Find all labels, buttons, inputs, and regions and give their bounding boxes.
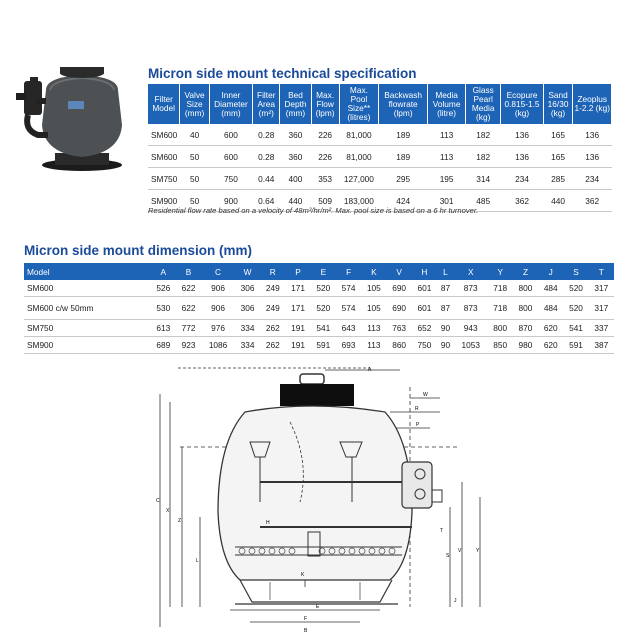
table-cell: 317: [589, 280, 614, 297]
table-cell: 424: [379, 190, 428, 212]
table-cell: 113: [428, 146, 466, 168]
table-cell: 182: [466, 124, 501, 146]
spec-header-cell: Media Volume (litre): [428, 84, 466, 124]
table-cell: 541: [563, 320, 588, 337]
table-cell: 234: [573, 168, 612, 190]
table-cell: 600: [209, 146, 252, 168]
table-cell: 165: [543, 146, 573, 168]
table-cell: 690: [387, 297, 412, 320]
table-cell: SM900: [148, 190, 180, 212]
diagram-label: X: [166, 508, 170, 514]
dim-header-cell: R: [260, 263, 285, 280]
table-cell: 113: [428, 124, 466, 146]
table-cell: 980: [513, 337, 538, 354]
table-cell: 652: [412, 320, 437, 337]
table-cell: 191: [285, 320, 310, 337]
table-cell: 317: [589, 297, 614, 320]
table-cell: 81,000: [339, 146, 378, 168]
table-row: [148, 168, 612, 190]
table-cell: 360: [280, 146, 311, 168]
table-cell: 530: [151, 297, 176, 320]
table-cell: 113: [361, 320, 386, 337]
table-cell: 171: [285, 297, 310, 320]
table-cell: 860: [387, 337, 412, 354]
dim-header-cell: Model: [24, 263, 151, 280]
table-cell: 314: [466, 168, 501, 190]
diagram-label: R: [415, 406, 419, 412]
diagram-label: Z: [178, 518, 182, 524]
table-cell: 136: [573, 124, 612, 146]
table-row: [24, 320, 614, 337]
table-cell: 620: [538, 337, 563, 354]
dim-header-cell: T: [589, 263, 614, 280]
table-cell: 50: [180, 168, 209, 190]
table-row: [148, 124, 612, 146]
table-cell: 718: [488, 280, 513, 297]
table-cell: 750: [209, 168, 252, 190]
table-cell: 295: [379, 168, 428, 190]
table-cell: 87: [437, 297, 454, 320]
table-cell: 360: [280, 124, 311, 146]
table-cell: SM600 c/w 50mm: [24, 297, 151, 320]
table-cell: 301: [428, 190, 466, 212]
table-cell: 526: [151, 280, 176, 297]
table-cell: 870: [513, 320, 538, 337]
table-cell: 943: [454, 320, 488, 337]
dim-header-cell: F: [336, 263, 361, 280]
diagram-label: Y: [476, 548, 480, 554]
diagram-label: F: [304, 616, 308, 622]
table-cell: 136: [501, 124, 543, 146]
dimension-title: Micron side mount dimension (mm): [24, 243, 253, 258]
diagram-label: B: [304, 628, 308, 634]
spec-footnote: Residential flow rate based on a velocity of 48m³/hr/m². Max. pool size is based on a 6 hr turnover.: [148, 206, 479, 215]
table-cell: 0.28: [253, 146, 280, 168]
table-cell: 906: [201, 297, 235, 320]
table-row: [24, 280, 614, 297]
table-cell: 0.44: [253, 168, 280, 190]
dim-header-cell: K: [361, 263, 386, 280]
table-cell: 387: [589, 337, 614, 354]
table-cell: 520: [563, 297, 588, 320]
diagram-label: V: [458, 548, 462, 554]
table-cell: 484: [538, 297, 563, 320]
table-cell: 1053: [454, 337, 488, 354]
table-cell: 87: [437, 280, 454, 297]
dim-header-cell: X: [454, 263, 488, 280]
dim-header-cell: B: [176, 263, 201, 280]
dimension-diagram: [140, 362, 510, 637]
spec-title: Micron side mount technical specification: [148, 66, 417, 81]
table-cell: SM750: [24, 320, 151, 337]
table-cell: 690: [387, 280, 412, 297]
table-cell: 249: [260, 280, 285, 297]
dim-header-cell: P: [285, 263, 310, 280]
table-cell: 306: [235, 297, 260, 320]
table-cell: 906: [201, 280, 235, 297]
table-cell: 800: [488, 320, 513, 337]
table-cell: 485: [466, 190, 501, 212]
table-cell: 113: [361, 337, 386, 354]
table-cell: 591: [311, 337, 336, 354]
table-cell: 772: [176, 320, 201, 337]
table-cell: 873: [454, 280, 488, 297]
dim-header-cell: Y: [488, 263, 513, 280]
table-cell: 0.28: [253, 124, 280, 146]
diagram-label: P: [416, 422, 420, 428]
table-cell: 509: [311, 190, 339, 212]
spec-header-cell: Bed Depth (mm): [280, 84, 311, 124]
table-cell: 195: [428, 168, 466, 190]
spec-header-cell: Sand 16/30 (kg): [543, 84, 573, 124]
table-cell: 285: [543, 168, 573, 190]
table-cell: 923: [176, 337, 201, 354]
table-cell: 976: [201, 320, 235, 337]
table-cell: 900: [209, 190, 252, 212]
table-cell: 591: [563, 337, 588, 354]
table-cell: 622: [176, 280, 201, 297]
table-cell: 189: [379, 146, 428, 168]
table-cell: 800: [513, 297, 538, 320]
table-cell: SM750: [148, 168, 180, 190]
dim-header-cell: W: [235, 263, 260, 280]
diagram-label: A: [368, 367, 372, 373]
spec-header-cell: Filter Area (m²): [253, 84, 280, 124]
dim-header-cell: C: [201, 263, 235, 280]
dim-header-cell: Z: [513, 263, 538, 280]
dim-header-cell: V: [387, 263, 412, 280]
diagram-label: S: [446, 553, 450, 559]
dim-header-cell: E: [311, 263, 336, 280]
dim-header-cell: H: [412, 263, 437, 280]
dim-header-cell: S: [563, 263, 588, 280]
table-cell: 0.64: [253, 190, 280, 212]
table-cell: 337: [589, 320, 614, 337]
table-cell: 440: [280, 190, 311, 212]
spec-header-cell: Max. Pool Size** (litres): [339, 84, 378, 124]
table-cell: 262: [260, 320, 285, 337]
table-cell: 183,000: [339, 190, 378, 212]
table-cell: 750: [412, 337, 437, 354]
dimension-table: [24, 263, 614, 354]
table-cell: 90: [437, 337, 454, 354]
table-cell: 136: [573, 146, 612, 168]
table-row: [24, 337, 614, 354]
table-cell: 850: [488, 337, 513, 354]
table-cell: 191: [285, 337, 310, 354]
table-cell: 763: [387, 320, 412, 337]
spec-header-cell: Zeoplus 1-2.2 (kg): [573, 84, 612, 124]
table-cell: 334: [235, 337, 260, 354]
table-cell: 90: [437, 320, 454, 337]
table-cell: 171: [285, 280, 310, 297]
table-cell: 105: [361, 297, 386, 320]
diagram-label: H: [266, 520, 270, 526]
table-cell: 334: [235, 320, 260, 337]
table-cell: 182: [466, 146, 501, 168]
spec-header-cell: Ecopure 0.815-1.5 (kg): [501, 84, 543, 124]
table-cell: 189: [379, 124, 428, 146]
table-cell: 520: [563, 280, 588, 297]
diagram-label: W: [423, 392, 428, 398]
table-cell: 400: [280, 168, 311, 190]
table-cell: 306: [235, 280, 260, 297]
diagram-label: L: [196, 558, 199, 564]
table-cell: 643: [336, 320, 361, 337]
table-cell: 81,000: [339, 124, 378, 146]
table-cell: 800: [513, 280, 538, 297]
table-cell: 601: [412, 297, 437, 320]
table-cell: 693: [336, 337, 361, 354]
table-row: [24, 297, 614, 320]
table-cell: 541: [311, 320, 336, 337]
table-cell: 105: [361, 280, 386, 297]
spec-table: [148, 84, 612, 212]
table-cell: 484: [538, 280, 563, 297]
filter-product-photo: [10, 55, 140, 175]
table-cell: 353: [311, 168, 339, 190]
table-cell: 127,000: [339, 168, 378, 190]
table-cell: 873: [454, 297, 488, 320]
table-cell: 574: [336, 280, 361, 297]
table-cell: 50: [180, 146, 209, 168]
table-cell: SM600: [148, 124, 180, 146]
spec-header-cell: Inner Diameter (mm): [209, 84, 252, 124]
spec-header-cell: Filter Model: [148, 84, 180, 124]
table-cell: SM900: [24, 337, 151, 354]
table-cell: 165: [543, 124, 573, 146]
table-cell: 520: [311, 297, 336, 320]
table-cell: 249: [260, 297, 285, 320]
table-cell: 234: [501, 168, 543, 190]
table-cell: 601: [412, 280, 437, 297]
spec-header-cell: Valve Size (mm): [180, 84, 209, 124]
table-cell: 622: [176, 297, 201, 320]
table-cell: SM600: [148, 146, 180, 168]
table-cell: 40: [180, 124, 209, 146]
table-cell: 574: [336, 297, 361, 320]
dim-header-cell: L: [437, 263, 454, 280]
table-cell: 613: [151, 320, 176, 337]
table-cell: 1086: [201, 337, 235, 354]
dim-header-cell: J: [538, 263, 563, 280]
table-cell: 226: [311, 146, 339, 168]
diagram-label: C: [156, 498, 160, 504]
table-cell: 362: [501, 190, 543, 212]
table-cell: 620: [538, 320, 563, 337]
spec-header-cell: Max. Flow (lpm): [311, 84, 339, 124]
spec-header-cell: Glass Pearl Media (kg): [466, 84, 501, 124]
table-cell: 50: [180, 190, 209, 212]
diagram-label: K: [301, 572, 305, 578]
spec-header-cell: Backwash flowrate (lpm): [379, 84, 428, 124]
table-cell: 440: [543, 190, 573, 212]
table-cell: 520: [311, 280, 336, 297]
table-cell: 226: [311, 124, 339, 146]
table-cell: 136: [501, 146, 543, 168]
table-cell: 362: [573, 190, 612, 212]
table-cell: SM600: [24, 280, 151, 297]
table-cell: 262: [260, 337, 285, 354]
table-cell: 718: [488, 297, 513, 320]
diagram-label: T: [440, 528, 444, 534]
table-cell: 689: [151, 337, 176, 354]
table-cell: 600: [209, 124, 252, 146]
diagram-label: J: [454, 598, 457, 604]
dim-header-cell: A: [151, 263, 176, 280]
table-row: [148, 146, 612, 168]
diagram-label: E: [316, 604, 320, 610]
